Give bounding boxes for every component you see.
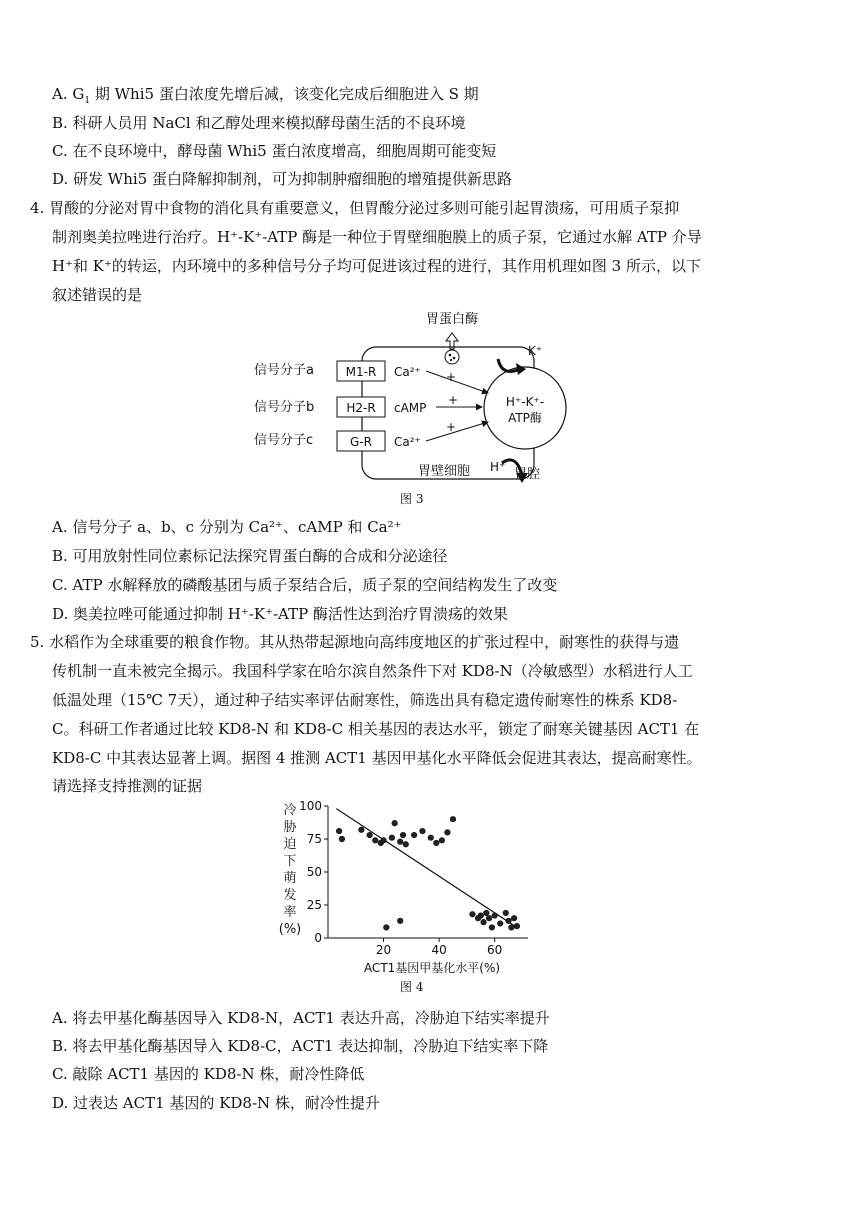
data-point	[445, 830, 451, 836]
arrow-ca-1	[426, 371, 488, 393]
data-point	[359, 827, 365, 833]
q5-stem-line-6: 请选择支持推测的证据	[52, 777, 203, 795]
q3-option-b: B. 科研人员用 NaCl 和乙醇处理来模拟酵母菌生活的不良环境	[52, 114, 466, 132]
figure-4-caption: 图 4	[400, 980, 424, 994]
y-label-char: 胁	[283, 820, 297, 835]
plus-1: +	[446, 370, 457, 384]
k-ion-label: K⁺	[528, 344, 543, 358]
y-label-char: 发	[283, 888, 297, 903]
h-ion-label: H⁺	[490, 460, 506, 474]
q4-stem-line-1: 4. 胃酸的分泌对胃中食物的消化具有重要意义，但胃酸分泌过多则可能引起胃溃疡，可用质子泵抑	[30, 199, 680, 217]
data-point	[514, 923, 520, 929]
y-label-char: 冷	[283, 803, 297, 818]
messenger-3: Ca²⁺	[394, 435, 421, 449]
data-point	[397, 839, 403, 845]
arrow-ca-2	[426, 422, 488, 441]
y-label-char: 迫	[283, 837, 297, 852]
data-point	[481, 919, 487, 925]
data-point	[450, 816, 456, 822]
q5-stem-line-1: 5. 水稻作为全球重要的粮食作物。其从热带起源地向高纬度地区的扩张过程中，耐寒性的获得与遗	[30, 633, 680, 651]
x-tick-label: 60	[487, 943, 503, 957]
data-point	[497, 921, 503, 927]
chart-ticks	[299, 799, 502, 957]
data-point	[384, 925, 390, 931]
q4-option-b: B. 可用放射性同位素标记法探究胃蛋白酶的合成和分泌途径	[52, 547, 448, 565]
q5-stem-line-2: 传机制一直未被完全揭示。我国科学家在哈尔滨自然条件下对 KD8-N（冷敏感型）水稻进行人工	[52, 662, 693, 680]
y-tick-label: 100	[299, 799, 322, 813]
signal-a-label: 信号分子a	[254, 363, 314, 378]
data-point	[484, 910, 490, 916]
data-point	[403, 841, 409, 847]
x-tick-label: 40	[431, 943, 447, 957]
data-point	[470, 911, 476, 917]
q3-option-c: C. 在不良环境中，酵母菌 Whi5 蛋白浓度增高，细胞周期可能变短	[52, 142, 497, 160]
q5-stem-line-4: C。科研工作者通过比较 KD8-N 和 KD8-C 相关基因的表达水平，锁定了耐寒关键基因 ACT1 在	[52, 720, 700, 738]
y-label-char: 萌	[283, 871, 297, 886]
lumen-label: 胃腔	[514, 467, 541, 482]
x-tick-label: 20	[375, 943, 392, 957]
data-point	[367, 832, 373, 838]
x-axis-label: ACT1基因甲基化水平(%)	[363, 961, 501, 975]
q3-option-a: A. $G_1$ 期 Whi5 蛋白浓度先增后减，该变化完成后细胞进入 S 期	[52, 85, 479, 106]
y-tick-label: 25	[306, 898, 322, 912]
data-point	[339, 836, 345, 842]
pepsin-label: 胃蛋白酶	[425, 312, 479, 327]
q5-option-c: C. 敲除 ACT1 基因的 KD8-N 株，耐冷性降低	[52, 1065, 365, 1083]
receptor-h2-label: H2-R	[346, 401, 376, 415]
y-tick-label: 50	[306, 865, 322, 879]
trend-line	[336, 809, 517, 928]
y-label-char: 下	[283, 854, 297, 869]
chart-axes	[328, 806, 528, 938]
y-tick-label: 0	[314, 931, 322, 945]
parietal-cell-label: 胃壁细胞	[418, 464, 471, 479]
data-point	[503, 910, 509, 916]
q4-stem-line-4: 叙述错误的是	[52, 286, 143, 304]
messenger-1: Ca²⁺	[394, 365, 421, 379]
q4-stem-line-2: 制剂奥美拉唑进行治疗。H⁺-K⁺-ATP 酶是一种位于胃壁细胞膜上的质子泵，它通过水解 ATP 介导	[52, 228, 702, 246]
data-point	[400, 832, 406, 838]
data-point	[397, 918, 403, 924]
y-tick-label: 75	[306, 832, 322, 846]
q3-option-d: D. 研发 Whi5 蛋白降解抑制剂，可为抑制肿瘤细胞的增殖提供新思路	[52, 170, 512, 188]
pump-label-1: H⁺-K⁺-	[505, 395, 545, 409]
q4-stem-line-3: H⁺和 K⁺的转运，内环境中的多种信号分子均可促进该过程的进行，其作用机理如图 3 所示，以下	[52, 257, 701, 275]
data-point	[509, 925, 515, 931]
pump-label-2: ATP酶	[508, 411, 542, 425]
figure-3-diagram	[240, 305, 580, 510]
data-point	[506, 918, 512, 924]
data-point	[411, 832, 417, 838]
chart-points	[336, 809, 519, 931]
data-point	[336, 828, 342, 834]
q5-stem-line-5: KD8-C 中其表达显著上调。据图 4 推测 ACT1 基因甲基化水平降低会促进其表达，提高耐寒性。	[52, 749, 702, 767]
vesicle-icon	[445, 350, 459, 364]
plus-2: +	[448, 393, 459, 407]
data-point	[511, 915, 517, 921]
messenger-2: cAMP	[394, 401, 427, 415]
data-point	[492, 913, 498, 919]
data-point	[486, 915, 492, 921]
data-point	[439, 838, 445, 844]
data-point	[381, 838, 387, 844]
data-point	[478, 913, 484, 919]
y-label-char: 率	[283, 905, 297, 920]
y-axis-label	[279, 802, 302, 937]
signal-c-label: 信号分子c	[254, 433, 314, 448]
q4-option-d: D. 奥美拉唑可能通过抑制 H⁺-K⁺-ATP 酶活性达到治疗胃溃疡的效果	[52, 605, 508, 623]
q4-option-a: A. 信号分子 a、b、c 分别为 Ca²⁺、cAMP 和 Ca²⁺	[52, 518, 402, 536]
plus-3: +	[446, 420, 457, 434]
data-point	[489, 925, 495, 931]
data-point	[420, 828, 426, 834]
q5-option-b: B. 将去甲基化酶基因导入 KD8-C，ACT1 表达抑制，冷胁迫下结实率下降	[52, 1037, 549, 1055]
figure-3-caption: 图 3	[400, 492, 424, 506]
q5-option-d: D. 过表达 ACT1 基因的 KD8-N 株，耐冷性提升	[52, 1094, 380, 1112]
receptor-m1-label: M1-R	[345, 365, 377, 379]
data-point	[389, 835, 395, 841]
receptor-g-label: G-R	[350, 435, 372, 449]
q4-option-c: C. ATP 水解释放的磷酸基团与质子泵结合后，质子泵的空间结构发生了改变	[52, 576, 558, 594]
y-label-char: (%)	[278, 922, 302, 937]
data-point	[434, 840, 440, 846]
data-point	[392, 820, 398, 826]
figure-4-scatter-chart	[272, 798, 542, 978]
data-point	[428, 835, 434, 841]
signal-b-label: 信号分子b	[254, 400, 315, 415]
data-point	[372, 838, 378, 844]
q5-option-a: A. 将去甲基化酶基因导入 KD8-N，ACT1 表达升高，冷胁迫下结实率提升	[52, 1009, 550, 1027]
q5-stem-line-3: 低温处理（15℃ 7天），通过种子结实率评估耐寒性，筛选出具有稳定遗传耐寒性的株系 KD8-	[52, 691, 678, 709]
